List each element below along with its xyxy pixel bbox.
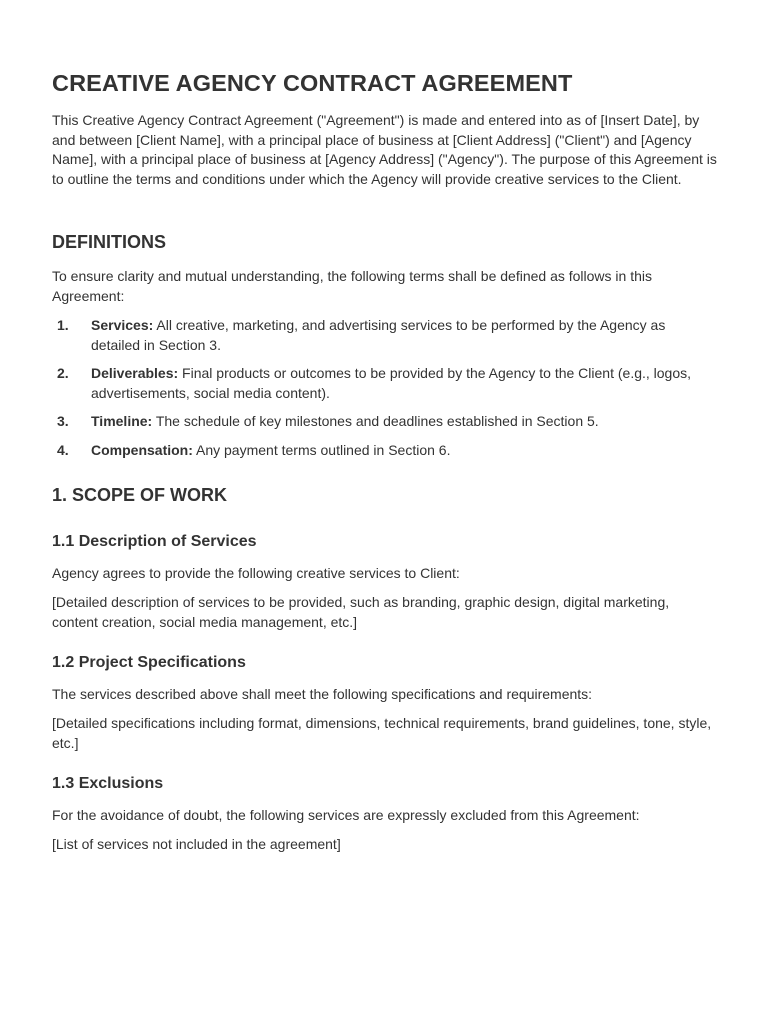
section-1-1-text: Agency agrees to provide the following creative services to Client: xyxy=(52,565,460,581)
definition-text: The schedule of key milestones and deadlines established in Section 5. xyxy=(152,413,599,430)
section-1-1-heading: 1.1 Description of Services xyxy=(52,533,257,550)
definitions-heading: DEFINITIONS xyxy=(52,232,167,252)
definition-item xyxy=(52,412,718,432)
definition-item xyxy=(52,316,718,355)
definition-item xyxy=(52,441,718,461)
definition-term: Services: xyxy=(91,317,154,333)
section-1-3-heading: 1.3 Exclusions xyxy=(52,775,164,792)
definitions-list xyxy=(52,316,718,470)
definition-text: Final products or outcomes to be provided by the Agency to the Client (e.g., logos, advertisements, social media content). xyxy=(91,365,692,401)
intro-paragraph: This Creative Agency Contract Agreement ("Agreement") is made and entered into as of [Insert Date], by and between [Client Name], with a principal place of business at [Client Address] ("Client") and [Agency Name], with a principal place of business at [Agency Address] ("Agency"). The purpose of this Agreement is to outline the terms and conditions under which the Agency will provide creative services to the Client. xyxy=(52,112,717,187)
definition-text: Any payment terms outlined in Section 6. xyxy=(192,441,451,458)
section-1-2-heading: 1.2 Project Specifications xyxy=(52,654,246,671)
definition-term: Timeline: xyxy=(91,413,153,430)
scope-heading: 1. SCOPE OF WORK xyxy=(52,485,228,505)
section-1-3-text: For the avoidance of doubt, the following services are expressly excluded from this Agreement: xyxy=(52,807,640,823)
definition-item xyxy=(52,364,718,403)
list-number: 4. xyxy=(57,441,69,458)
definition-term: Deliverables: xyxy=(91,365,179,382)
definitions-intro: To ensure clarity and mutual understanding, the following terms shall be defined as follows in this Agreement: xyxy=(52,268,652,304)
section-1-3-placeholder: [List of services not included in the agreement] xyxy=(52,836,341,852)
section-1-2-text: The services described above shall meet the following specifications and requirements: xyxy=(52,686,593,702)
section-1-2-placeholder: [Detailed specifications including format, dimensions, technical requirements, brand guidelines, tone, style, etc.] xyxy=(52,715,712,751)
document-title: CREATIVE AGENCY CONTRACT AGREEMENT xyxy=(52,70,573,96)
list-number: 1. xyxy=(57,317,69,333)
definition-text: All creative, marketing, and advertising services to be performed by the Agency as detailed in Section 3. xyxy=(91,317,666,353)
definition-term: Compensation: xyxy=(91,441,193,458)
list-number: 2. xyxy=(57,365,69,382)
section-1-1-placeholder: [Detailed description of services to be provided, such as branding, graphic design, digital marketing, content creation, social media management, etc.] xyxy=(52,594,670,630)
list-number: 3. xyxy=(57,413,69,430)
